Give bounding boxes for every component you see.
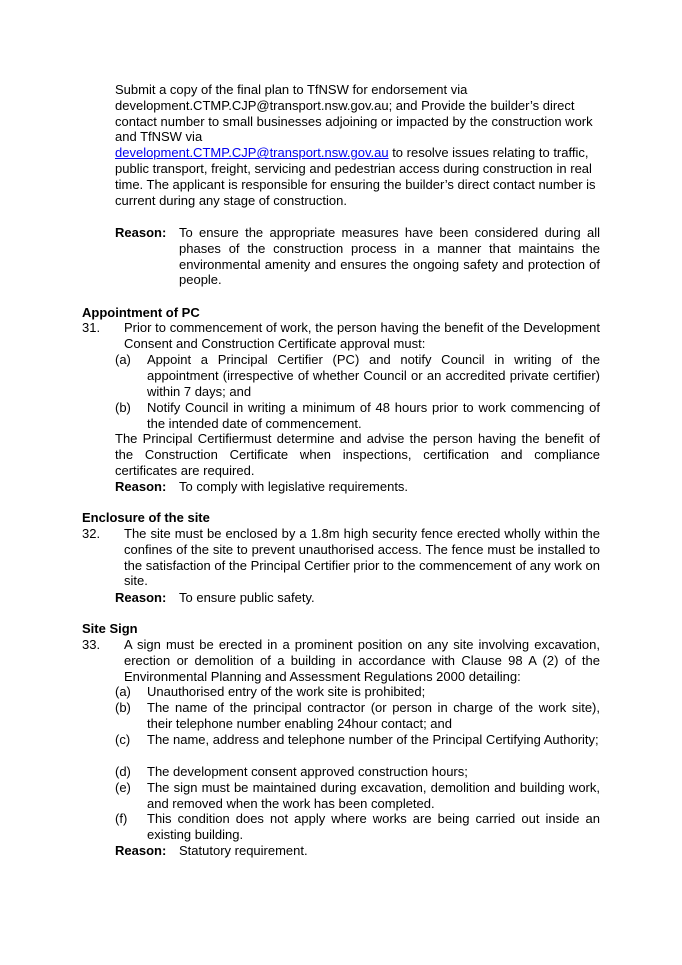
list-item-text: The name of the principal contractor (or person in charge of the work site), their telephone number enabling 24hour contact; and xyxy=(147,700,600,731)
reason-label: Reason: xyxy=(115,590,167,605)
intro-paragraph xyxy=(115,82,600,208)
list-item xyxy=(115,811,600,843)
list-item-text: The name, address and telephone number of the Principal Certifying Authority; xyxy=(147,732,599,747)
list-item xyxy=(115,764,600,780)
list-item-label: (d) xyxy=(115,764,131,779)
list-item-text: This condition does not apply where works are being carried out inside an existing building. xyxy=(147,811,600,842)
list-item-text: Notify Council in writing a minimum of 48 hours prior to work commencing of the intended date of commencement. xyxy=(147,400,600,431)
reason-text: To comply with legislative requirements. xyxy=(179,479,409,494)
reason-text: Statutory requirement. xyxy=(179,843,308,858)
list-item xyxy=(115,684,600,700)
list-item-label: (e) xyxy=(115,780,131,795)
reason-text: To ensure the appropriate measures have been considered during all phases of the construction process in a manner that maintains the environmental amenity and ensures the ongoing safety and protection of people. xyxy=(179,225,600,288)
list-item-label: (f) xyxy=(115,811,128,826)
sec31-reason xyxy=(115,479,600,495)
reason-label: Reason: xyxy=(115,843,167,858)
reason-label: Reason: xyxy=(115,479,167,494)
intro-reason xyxy=(115,225,600,289)
section-heading-enclosure: Enclosure of the site xyxy=(82,510,210,525)
condition-text: Prior to commencement of work, the person having the benefit of the Development Consent and Construction Certificate approval must: xyxy=(124,320,600,351)
intro-text-part1: Submit a copy of the final plan to TfNSW for endorsement via development.CTMP.CJP@transport.nsw.gov.au; and Provide the builder’s direct contact number to small businesses adjoining or impacted by the construction work and TfNSW via xyxy=(115,82,593,145)
list-item-label: (a) xyxy=(115,352,131,367)
list-item xyxy=(115,732,600,764)
section-heading-appointment: Appointment of PC xyxy=(82,305,200,320)
email-link[interactable]: development.CTMP.CJP@transport.nsw.gov.au xyxy=(115,145,389,161)
list-item-label: (b) xyxy=(115,400,131,415)
list-item-text: The sign must be maintained during excavation, demolition and building work, and removed when the work has been completed. xyxy=(147,780,600,811)
condition-followup-text: The Principal Certifiermust determine and advise the person having the benefit of the Construction Certificate when inspections, certification and compliance certificates are required. xyxy=(115,431,600,478)
reason-label: Reason: xyxy=(115,225,167,240)
intro-text-part2: to resolve issues relating to traffic, public transport, freight, servicing and pedestrian access during construction in real time. The applicant is responsible for ensuring the builder’s direct contact number is current during any stage of construction. xyxy=(115,145,596,208)
list-item xyxy=(115,700,600,732)
condition-text: The site must be enclosed by a 1.8m high security fence erected wholly within the confines of the site to prevent unauthorised access. The fence must be installed to the satisfaction of the Principal Certifier prior to the commencement of any work on site. xyxy=(124,526,600,589)
condition-text: A sign must be erected in a prominent position on any site involving excavation, erection or demolition of a building in accordance with Clause 98 A (2) of the Environmental Planning and Assessment Regulations 2000 detailing: xyxy=(124,637,600,684)
list-item-text: The development consent approved construction hours; xyxy=(147,764,468,779)
reason-text: To ensure public safety. xyxy=(179,590,315,605)
list-item xyxy=(115,352,600,400)
sec33-reason xyxy=(115,843,600,859)
list-item-text: Unauthorised entry of the work site is prohibited; xyxy=(147,684,426,699)
list-item xyxy=(115,780,600,812)
condition-number: 33. xyxy=(82,637,101,652)
section-heading-site-sign: Site Sign xyxy=(82,621,138,636)
condition-number: 32. xyxy=(82,526,101,541)
list-item-label: (a) xyxy=(115,684,131,699)
list-item-label: (b) xyxy=(115,700,131,715)
list-item-label: (c) xyxy=(115,732,131,747)
list-item xyxy=(115,400,600,432)
sec32-reason xyxy=(115,590,600,606)
list-item-text: Appoint a Principal Certifier (PC) and notify Council in writing of the appointment (irrespective of whether Council or an accredited private certifier) within 7 days; and xyxy=(147,352,600,399)
condition-number: 31. xyxy=(82,320,101,335)
